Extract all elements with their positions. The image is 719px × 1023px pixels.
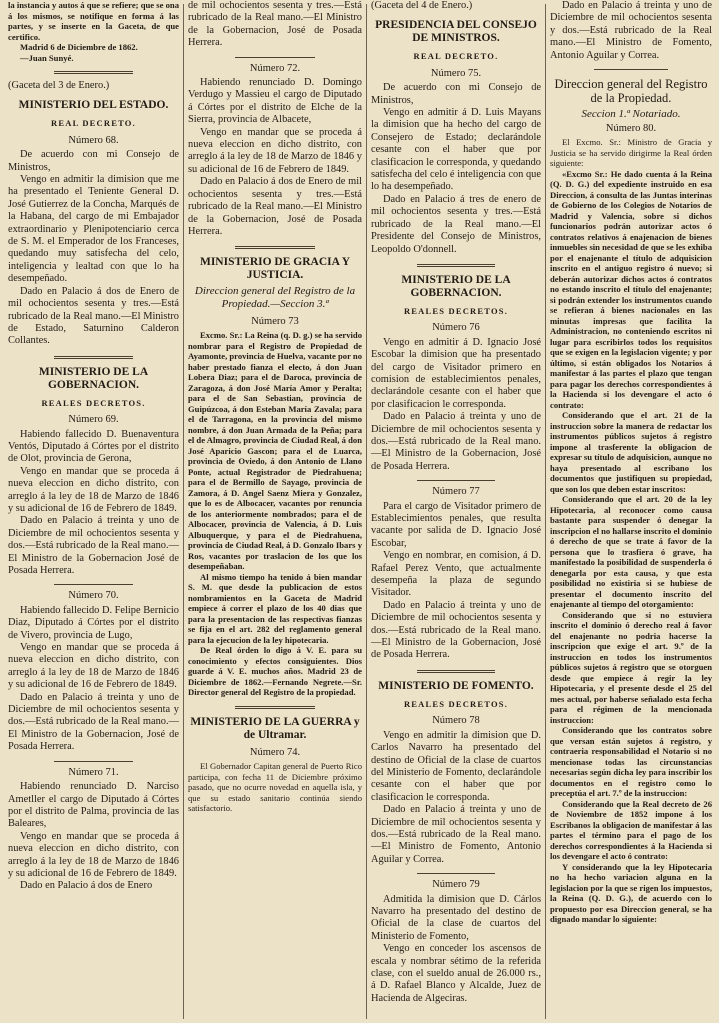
divider [235,57,315,58]
decree-paragraph: Dado en Palacio á treinta y uno de Diciembre de mil ochocientos sesenta y dos.—Está rubricado de la Real mano.—El Ministro de la Gobernacion, José de Posada Herrera. [371,599,541,661]
decree-number: Número 71. [68,766,119,778]
decree-paragraph: Dado en Palacio á dos de Enero de mil ochocientos sesenta y tres.—Está rubricado de la Real mano.—El Ministro de la Gobernacion, José de Posada Herrera. [188,176,362,237]
decree-number: Número 76 [432,322,480,334]
decree-paragraph: Dado en Palacio á tres de enero de mil ochocientos sesenta y tres.—Está rubricado de la Real mano.—El Presidente del Consejo de Ministros, Leopoldo O'donnell. [371,193,541,255]
decree-number: Número 80. [605,122,657,134]
order-paragraph: Y considerando que la ley Hipotecaria no ha hecho variacion alguna en la legislacion por la que se rigen los impuestos, la Reina (Q. D. G.), de acuerdo con lo propuesto por esa Direccion general, se ha dignado mandar lo siguiente: [550,861,712,925]
decree-paragraph: Dado en Palacio á treinta y uno de Diciembre de mil ochocientos sesenta y dos.—Está rubricado de la Real mano.—El Ministro de la Gobernacion, José de Posada Herrera. [8,691,179,753]
order-paragraph: Considerando que el art. 21 de la instruccion sobre la manera de redactar los instrumentos públicos sujetos á registro impone al trasferente la obligacion de expresar su título de adquisicion, aunque no haya presentado al escribano los documentos que justifiquen su propiedad, que son los que deben estar inscritos: [550,410,712,494]
divider [417,873,495,874]
decree-paragraph: Admitida la dimision que D. Cárlos Navarro ha presentado del destino de Oficial de la clase de cuartos del Ministerio de Fomento, [371,893,541,942]
column-1 [8,0,179,1023]
section-heading: REAL DECRETO. [413,51,499,62]
order-paragraph: Al mismo tiempo ha tenido á bien mandar S. M. que desde la publicacion de estos nombramientos en la Gaceta de Madrid empiece á correr el plazo de los 40 dias que para la presentacion de las respectivas fianzas se fija en el art. 282 del reglamento general para la ejecucion de la ley hipotecaria. [188,571,362,645]
divider [594,69,669,70]
decree-paragraph: Dado en Palacio á treinta y uno de Diciembre de mil ochocientos sesenta y dos.—Está rubricado de la Real mano.—El Ministro de la Gobernacion José de Posada Herrera. [8,515,179,576]
divider [235,246,315,249]
decree-number: Número 68. [68,134,119,146]
section-heading: REALES DECRETOS. [403,305,509,316]
order-paragraph: El Gobernador Capitan general de Puerto Rico participa, con fecha 11 de Diciembre próximo pasado, que no ocurre novedad en aquella isla, y que su estado sanitario continúa siendo satisfactorio. [188,761,362,814]
decree-paragraph: Dado en Palacio á dos de Enero de mil ochocientos sesenta y tres.—Está rubricado de la Real mano.—El Ministro de Estado, Saturnino Calderon Collantes. [8,285,179,347]
decree-number: Número 75. [430,67,482,79]
decree-paragraph: Vengo en mandar que se proceda á nueva eleccion en dicho distrito, con arreglo á la ley de 18 de Marzo de 1846 y su adicional de 16 de Febrero de 1849. [188,126,362,175]
directorate-heading: Direccion general del Registro de la Propiedad.—Seccion 3.ª [194,285,356,311]
column-rule [366,4,367,1019]
decree-paragraph: Vengo en mandar que se proceda á nueva eleccion en dicho distrito, con arreglo á la ley de 18 de Marzo de 1846 y su adicional de 16 de Febrero de 1849. [8,642,179,691]
decree-paragraph: Vengo en conceder los ascensos de escala y nombrar sétimo de la referida clase, con el sueldo anual de 26.000 rs., á D. Rafael Blanco y Alcalde, Juez de Hacienda de Algeciras. [371,943,541,1004]
decree-paragraph: Dado en Palacio á dos de Enero [20,880,153,892]
ministry-heading: MINISTERIO DE LA GOBERNACION. [38,365,149,391]
divider [54,761,133,762]
intro-signature: —Juan Sunyé. [20,52,74,63]
column-3 [371,0,541,1023]
decree-number: Número 73 [251,315,299,327]
column-2 [188,0,362,1023]
section-heading: REALES DECRETOS. [41,397,146,408]
directorate-heading: Direccion general del Registro de la Propiedad. [554,77,708,106]
decree-paragraph: De acuerdo con mi Consejo de Ministros, [8,149,179,173]
gaceta-date: (Gaceta del 4 de Enero.) [371,0,473,11]
decree-number: Número 74. [249,746,301,758]
decree-paragraph: Dado en Palacio á treinta y uno de Diciembre de mil ochocientos sesenta y dos.—Está rubricado de la Real mano.—El Ministro de Fomento, Antonio Aguilar y Correa. [550,0,712,61]
decree-paragraph: Habiendo renunciado D. Narciso Ametller el cargo de Diputado á Córtes por el distrito de Palma, provincia de las Baleares, [8,781,179,830]
column-rule [183,4,184,1019]
divider [417,670,495,673]
decree-number: Número 78 [432,715,480,727]
ministry-heading: PRESIDENCIA DEL CONSEJO DE MINISTROS. [375,19,537,45]
gaceta-date: (Gaceta del 3 de Enero.) [8,80,110,91]
decree-paragraph: de mil ochocientos sesenta y tres.—Está rubricado de la Real mano.—El Ministro de la Gobernacion, José de Posada Herrera. [188,0,362,49]
decree-paragraph: Para el cargo de Visitador primero de Establecimientos penales, que resulta vacante por salida de D. Ignacio José Escobar, [371,500,541,549]
decree-number: Número 79 [432,879,480,891]
decree-paragraph: Vengo en mandar que se proceda á nueva eleccion en dicho distrito, con arreglo á la ley de 18 de Marzo de 1846 y su adicional de 16 de Febrero de 1849. [8,465,179,514]
decree-paragraph: Vengo en mandar que se proceda á nueva eleccion en dicho distrito, con arreglo á la ley de 18 de Marzo de 1846 y su adicional de 16 de Febrero de 1849. [8,830,179,879]
divider [235,706,315,709]
decree-paragraph: Habiendo renunciado D. Domingo Verdugo y Massieu el cargo de Diputado á Córtes por el distrito de Elche de la Sierra, provincia de Albacete, [188,77,362,126]
divider [417,264,495,267]
ministry-heading: MINISTERIO DE FOMENTO. [378,679,534,692]
section-heading: REALES DECRETOS. [403,698,509,709]
decree-paragraph: Vengo en nombrar, en comision, á D. Rafael Perez Vento, que actualmente desempeña la plaza de segundo Visitador. [371,550,541,599]
order-paragraph: Considerando que los contratos sobre que versan están sujetos á registro, y contraeria responsabilidad el Notario si no mencionase todas las circunstancias necesarias según dicha ley para inscribir los documentos en el registro como lo preceptúa el art. 7.º de la instruccion: [550,725,712,799]
decree-paragraph: Vengo en admitir á D. Ignacio José Escobar la dimision que ha presentado del cargo de Visitador primero en comision de establecimientos penales, declarándole cesante con el haber que por clasificacion le corresponda. [371,336,541,410]
section-heading: Seccion 1.ª Notariado. [581,108,681,121]
divider [54,71,133,74]
order-intro: El Excmo. Sr.: Ministro de Gracia y Justicia se ha servido dirigirme la Real órden siguiente: [550,137,712,169]
decree-paragraph: Vengo en admitir á D. Luis Mayans la dimision que ha hecho del cargo de Consejero de Estado; declarándole cesante con el haber que por clasificacion le corresponda, y quedando satisfecha del celo é inteligencia con que lo ha desempeñado. [371,107,541,193]
divider [54,356,133,359]
intro-text: la instancia y autos á que se refiere; que se ona á los mismos, se notifique en forma á las partes, y se inserte en la Gaceta, de que certifico. [8,0,179,42]
order-paragraph: Excmo. Sr.: La Reina (q. D. g.) se ha servido nombrar para el Registro de Propiedad de Ayamonte, provincia de Huelva, vacante por no haber prestado fianza el electo, á don Juan Lobera Diaz; para el de Daroca, provincia de Zaragoza, á don José María Amor y Peralta; para el de San Sebastian, provincia de Guipúzcoa, á don Esteban María Zavala; para el de Tarragona, en la provincia del mismo nombre, á don Juan Armada de la Peña; para el de Almagro, provincia de Ciudad Real, á don José Aparicio Gascon; para el de Luarca, provincia de Oviedo, á don Antonio de Llano Ponte, actual Registrador de Piedrahuena; para el de Bermillo de Sayago, provincia de Zamora, á D. Angel Saenz Miera y Gonzalez, que lo es de Albocacer, vacantes por renuncia de los anteriormente nombrados; para el de Albocacer, provincia de Valencia, á D. Luis Albuquerque, y para el de Piedrahuena, provincia de Ciudad Real, á D. Gonzalo Ibars y Ros, vacantes por traslacion de los que los desempeñaban. [188,330,362,572]
ministry-heading: MINISTERIO DE LA GUERRA y de Ultramar. [190,715,360,741]
column-4 [550,0,712,1023]
ministry-heading: MINISTERIO DEL ESTADO. [18,99,169,112]
order-paragraph: Considerando que si no estuviera inscrito el dominio ó derecho real á favor del enajenante no podria hacerse la inscripcion que exige el art. 9.º de la instruccion en todos los instrumentos públicos sujetos á registro que se otorguen desde que empiece á regir la ley Hipotecaria, y el presente desde el 25 del mes actual, por haberse señalado esta fecha para el régimen de la mencionada instruccion: [550,609,712,725]
decree-paragraph: Dado en Palacio á treinta y uno de Diciembre de mil ochocientos sesenta y dos.—Está rubricado de la Real mano.—El Ministro de la Gobernacion, José de Posada Herrera. [371,411,541,472]
ministry-heading: MINISTERIO DE GRACIA Y JUSTICIA. [199,256,351,282]
decree-paragraph: De acuerdo con mi Consejo de Ministros, [371,82,541,106]
decree-paragraph: Dado en Palacio á treinta y uno de Diciembre de mil ochocientos sesenta y dos.—Está rubricado de la Real mano.—El Ministro de Fomento, Antonio Aguilar y Correa. [371,804,541,865]
decree-paragraph: Vengo en admitir la dimision que D. Carlos Navarro ha presentado del destino de Oficial de la clase de cuartos del Ministerio de Fomento, declarándole cesante con el haber que por clasificacion le corresponda. [371,729,541,803]
decree-number: Número 69. [68,414,119,426]
decree-number: Número 72. [249,62,301,74]
decree-paragraph: Vengo en admitir la dimision que me ha presentado el Teniente General D. José Gutierrez de la Concha, Marqués de la Habana, del cargo de mi Embajador extraordinario y Plenipotenciario cerca de S. M. el Emperador de los Franceses, quedando muy satisfecha del celo, inteligencia y lealtad con que lo ha desempeñado. [8,174,179,285]
column-rule [545,4,546,1019]
ministry-heading: MINISTERIO DE LA GOBERNACION. [401,273,511,299]
section-heading: REAL DECRETO. [51,118,136,129]
order-paragraph: Considerando que la Real decreto de 26 de Noviembre de 1852 impone á los Escribanos la obligacion de manifestar á las partes el término para el pago de los derechos correspondientes á la Hacienda si los devengare el acto ó contrato: [550,798,712,862]
divider [417,480,495,481]
intro-date: Madrid 6 de Diciembre de 1862. [20,42,138,52]
decree-paragraph: Habiendo fallecido D. Felipe Bernicio Diaz, Diputado á Córtes por el distrito de Vivero, provincia de Lugo, [8,604,179,641]
order-paragraph: «Excmo Sr.: He dado cuenta á la Reina (Q. D. G.) del expediente instruido en esa Direccion, á consulta de las Juntas interinas de Gobierno de los Colegios de Notarios de Madrid y Valencia, sobre si dichos funcionarios podrán autorizar actos ó contratos relativos á enajenacion de bienes inmuebles sin necesidad de que se les exhiba por el enajenante el título de adquisicion inscrito en el antiguo registro ó nuevo; si deberán autorizar dichos actos ó contratos no estando inscrito el título del enajenante; si podrán extender los instrumentos cuando se refieran á bienes nacionales en las minutas impresas que facilita la Administracion, no conteniendo escritos ni lugar para escribirlos todos los requisitos que se exigen en la legislacion vigente; y por último, si están obligados los Notarios á manifestar á las partes el plazo que tengan para pagar los derechos correspondientes á la Hacienda si los devengare el acto ó contrato: [550,168,712,410]
divider [54,584,133,585]
order-paragraph: De Real órden lo digo á V. E. para su conocimiento y efectos consiguientes. Dios guarde á V. E. muchos años. Madrid 23 de Diciembre de 1862.—Fernando Negrete.—Sr. Director general del Registro de la propiedad. [188,645,362,698]
decree-paragraph: Habiendo fallecido D. Buenaventura Ventós, Diputado á Córtes por el distrito de Olot, provincia de Gerona, [8,428,179,465]
decree-number: Número 77 [432,486,480,498]
order-paragraph: Considerando que el art. 20 de la ley Hipotecaria, al reconocer como causa bastante para suspender ó denegar la inscripcion el no hallarse inscrito el dominio ó derecho de que se trate á favor de la persona que lo trasfiera ó grave, ha manifestado la posibilidad de suspenderla ó denegarla por esta causa, y que esta posibilidad no existiria si se hubiese de presentar el documento inscrito del enajenante al tiempo del otorgamiento: [550,494,712,610]
decree-number: Número 70. [68,590,119,602]
